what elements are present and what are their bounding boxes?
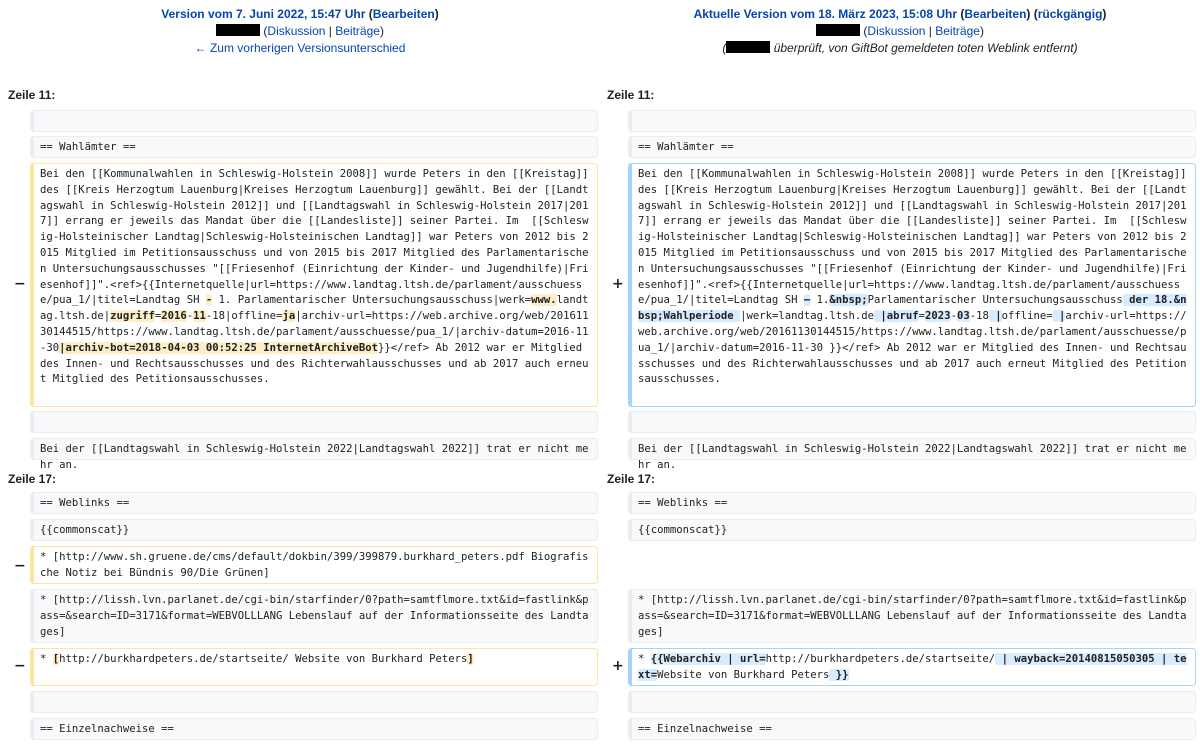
right-revision-title: Aktuelle Version vom 18. März 2023, 15:08 Uhr (Bearbeiten) (rückgängig): [693, 7, 1107, 21]
previous-diff-link[interactable]: ← Zum vorherigen Versionsunterschied: [194, 41, 406, 55]
context-line: {{commonscat}}: [628, 519, 1196, 541]
context-line: * [http://lissh.lvn.parlanet.de/cgi-bin/starfinder/0?path=samtflmore.txt&id=fastlink&pass=&search=ID=3171&format=WEBVOLLLANG Lebenslauf auf der Informationsseite des Landtages]: [628, 589, 1196, 643]
left-edit-link[interactable]: Bearbeiten: [372, 7, 435, 21]
deletion-marker: −: [14, 658, 26, 674]
redacted-username: [216, 24, 260, 36]
left-contribs-link[interactable]: Beiträge: [335, 24, 380, 38]
undo-link[interactable]: rückgängig: [1037, 7, 1103, 21]
deletion-marker: −: [14, 276, 26, 292]
deleted-line: Bei den [[Kommunalwahlen in Schleswig-Holstein 2008]] wurde Peters in den [[Kreistag]] des [[Kreis Herzogtum Lauenburg|Kreises Herzogtum Lauenburg]] gewählt. Bei der [[Landtagswahl in Schleswig-Holstein 2012]] und [[Landtagswahl in Schleswig-Holstein 2017|2017]] errang er jeweils das Mandat über die [[Landesliste]] seiner Partei. Im [[Schleswig-Holsteinischer Landtag|Schleswig-Holsteinischen Landtag]] war Peters von 2012 bis 2015 Mitglied im Petitionsausschuss und von 2015 bis 2017 Mitglied des Parlamentarischen Untersuchungsausschusses "[[Friesenhof (Einrichtung der Kinder- und Jugendhilfe)|Friesenhof]]".<ref>{{Internetquelle|url=https://www.landtag.ltsh.de/parlament/ausschuesse/pua_1/|titel=Landtag SH - 1. Parlamentarischer Untersuchungsausschuss|werk=www.landtag.ltsh.de|zugriff=2016-11-18|offline=ja|archiv-url=https://web.archive.org/web/20161130144515/https://www.landtag.ltsh.de/parlament/ausschuesse/pua_1/|archiv-datum=2016-11-30|archiv-bot=2018-04-03 00:52:25 InternetArchiveBot}}</ref> Ab 2012 war er Mitglied des Innen- und Rechtsausschusses und des Richterwahlausschusses und ab 2017 auch erneut Mitglied des Petitionsausschusses.: [30, 163, 598, 407]
right-revision-header: [600, 6, 1200, 57]
edit-summary-text: überprüft, von GiftBot gemeldeten toten Weblink entfernt: [773, 41, 1074, 55]
line-number-left-1: Zeile 11:: [8, 88, 56, 102]
left-revision-header: [0, 6, 600, 57]
context-line: Bei der [[Landtagswahl in Schleswig-Holstein 2022|Landtagswahl 2022]] trat er nicht mehr an.: [628, 438, 1196, 460]
redacted-username: [816, 24, 860, 36]
left-revision-link[interactable]: Version vom 7. Juni 2022, 15:47 Uhr: [161, 7, 366, 21]
context-line: == Weblinks ==: [30, 492, 598, 514]
context-line: Bei der [[Landtagswahl in Schleswig-Holstein 2022|Landtagswahl 2022]] trat er nicht mehr an.: [30, 438, 598, 460]
context-line: == Wahlämter ==: [628, 136, 1196, 158]
context-line: {{commonscat}}: [30, 519, 598, 541]
context-line: [628, 411, 1196, 433]
right-edit-link[interactable]: Bearbeiten: [964, 7, 1027, 21]
context-line: [30, 110, 598, 132]
left-talk-link[interactable]: Diskussion: [267, 24, 326, 38]
addition-marker: +: [612, 658, 624, 674]
context-line: [30, 691, 598, 713]
added-line: Bei den [[Kommunalwahlen in Schleswig-Holstein 2008]] wurde Peters in den [[Kreistag]] des [[Kreis Herzogtum Lauenburg|Kreises Herzogtum Lauenburg]] gewählt. Bei der [[Landtagswahl in Schleswig-Holstein 2012]] und [[Landtagswahl in Schleswig-Holstein 2017|2017]] errang er jeweils das Mandat über die [[Landesliste]] seiner Partei. Im [[Schleswig-Holsteinischer Landtag|Schleswig-Holsteinischen Landtag]] war Peters von 2012 bis 2015 Mitglied im Petitionsausschuss und von 2015 bis 2017 Mitglied des Parlamentarischen Untersuchungsausschusses "[[Friesenhof (Einrichtung der Kinder- und Jugendhilfe)|Friesenhof]]".<ref>{{Internetquelle|url=https://www.landtag.ltsh.de/parlament/ausschuesse/pua_1/|titel=Landtag SH – 1.&nbsp;Parlamentarischer Untersuchungsausschuss der 18.&nbsp;Wahlperiode |werk=landtag.ltsh.de |abruf=2023-03-18 |offline= |archiv-url=https://web.archive.org/web/20161130144515/https://www.landtag.ltsh.de/parlament/ausschuesse/pua_1/|archiv-datum=2016-11-30 }}</ref> Ab 2012 war er Mitglied des Innen- und Rechtsausschusses und des Richterwahlausschusses und ab 2017 auch erneut Mitglied des Petitionsausschusses.: [628, 163, 1196, 407]
right-contribs-link[interactable]: Beiträge: [935, 24, 980, 38]
redacted-username: [726, 41, 770, 53]
line-number-right-1: Zeile 11:: [607, 88, 655, 102]
context-line: [628, 110, 1196, 132]
context-line: == Einzelnachweise ==: [628, 718, 1196, 740]
left-user-line: (Diskussion | Beiträge): [0, 23, 600, 40]
context-line: == Einzelnachweise ==: [30, 718, 598, 740]
context-line: [628, 691, 1196, 713]
context-line: [30, 411, 598, 433]
deleted-line: * [http://burkhardpeters.de/startseite/ Website von Burkhard Peters]: [30, 648, 598, 686]
right-revision-link[interactable]: Aktuelle Version vom 18. März 2023, 15:08 Uhr: [693, 7, 958, 21]
right-user-line: (Diskussion | Beiträge): [600, 23, 1200, 40]
context-line: == Weblinks ==: [628, 492, 1196, 514]
edit-summary: ( überprüft, von GiftBot gemeldeten toten Weblink entfernt): [722, 41, 1078, 55]
right-talk-link[interactable]: Diskussion: [867, 24, 926, 38]
addition-marker: +: [612, 276, 624, 292]
deleted-line: * [http://www.sh.gruene.de/cms/default/dokbin/399/399879.burkhard_peters.pdf Biografische Notiz bei Bündnis 90/Die Grünen]: [30, 546, 598, 584]
line-number-left-2: Zeile 17:: [8, 472, 57, 486]
line-number-right-2: Zeile 17:: [607, 472, 656, 486]
added-line: * {{Webarchiv | url=http://burkhardpeters.de/startseite/ | wayback=20140815050305 | text=Website von Burkhard Peters }}: [628, 648, 1196, 686]
context-line: == Wahlämter ==: [30, 136, 598, 158]
deletion-marker: −: [14, 558, 26, 574]
context-line: * [http://lissh.lvn.parlanet.de/cgi-bin/starfinder/0?path=samtflmore.txt&id=fastlink&pass=&search=ID=3171&format=WEBVOLLLANG Lebenslauf auf der Informationsseite des Landtages]: [30, 589, 598, 643]
left-revision-title: Version vom 7. Juni 2022, 15:47 Uhr (Bearbeiten): [161, 7, 439, 21]
